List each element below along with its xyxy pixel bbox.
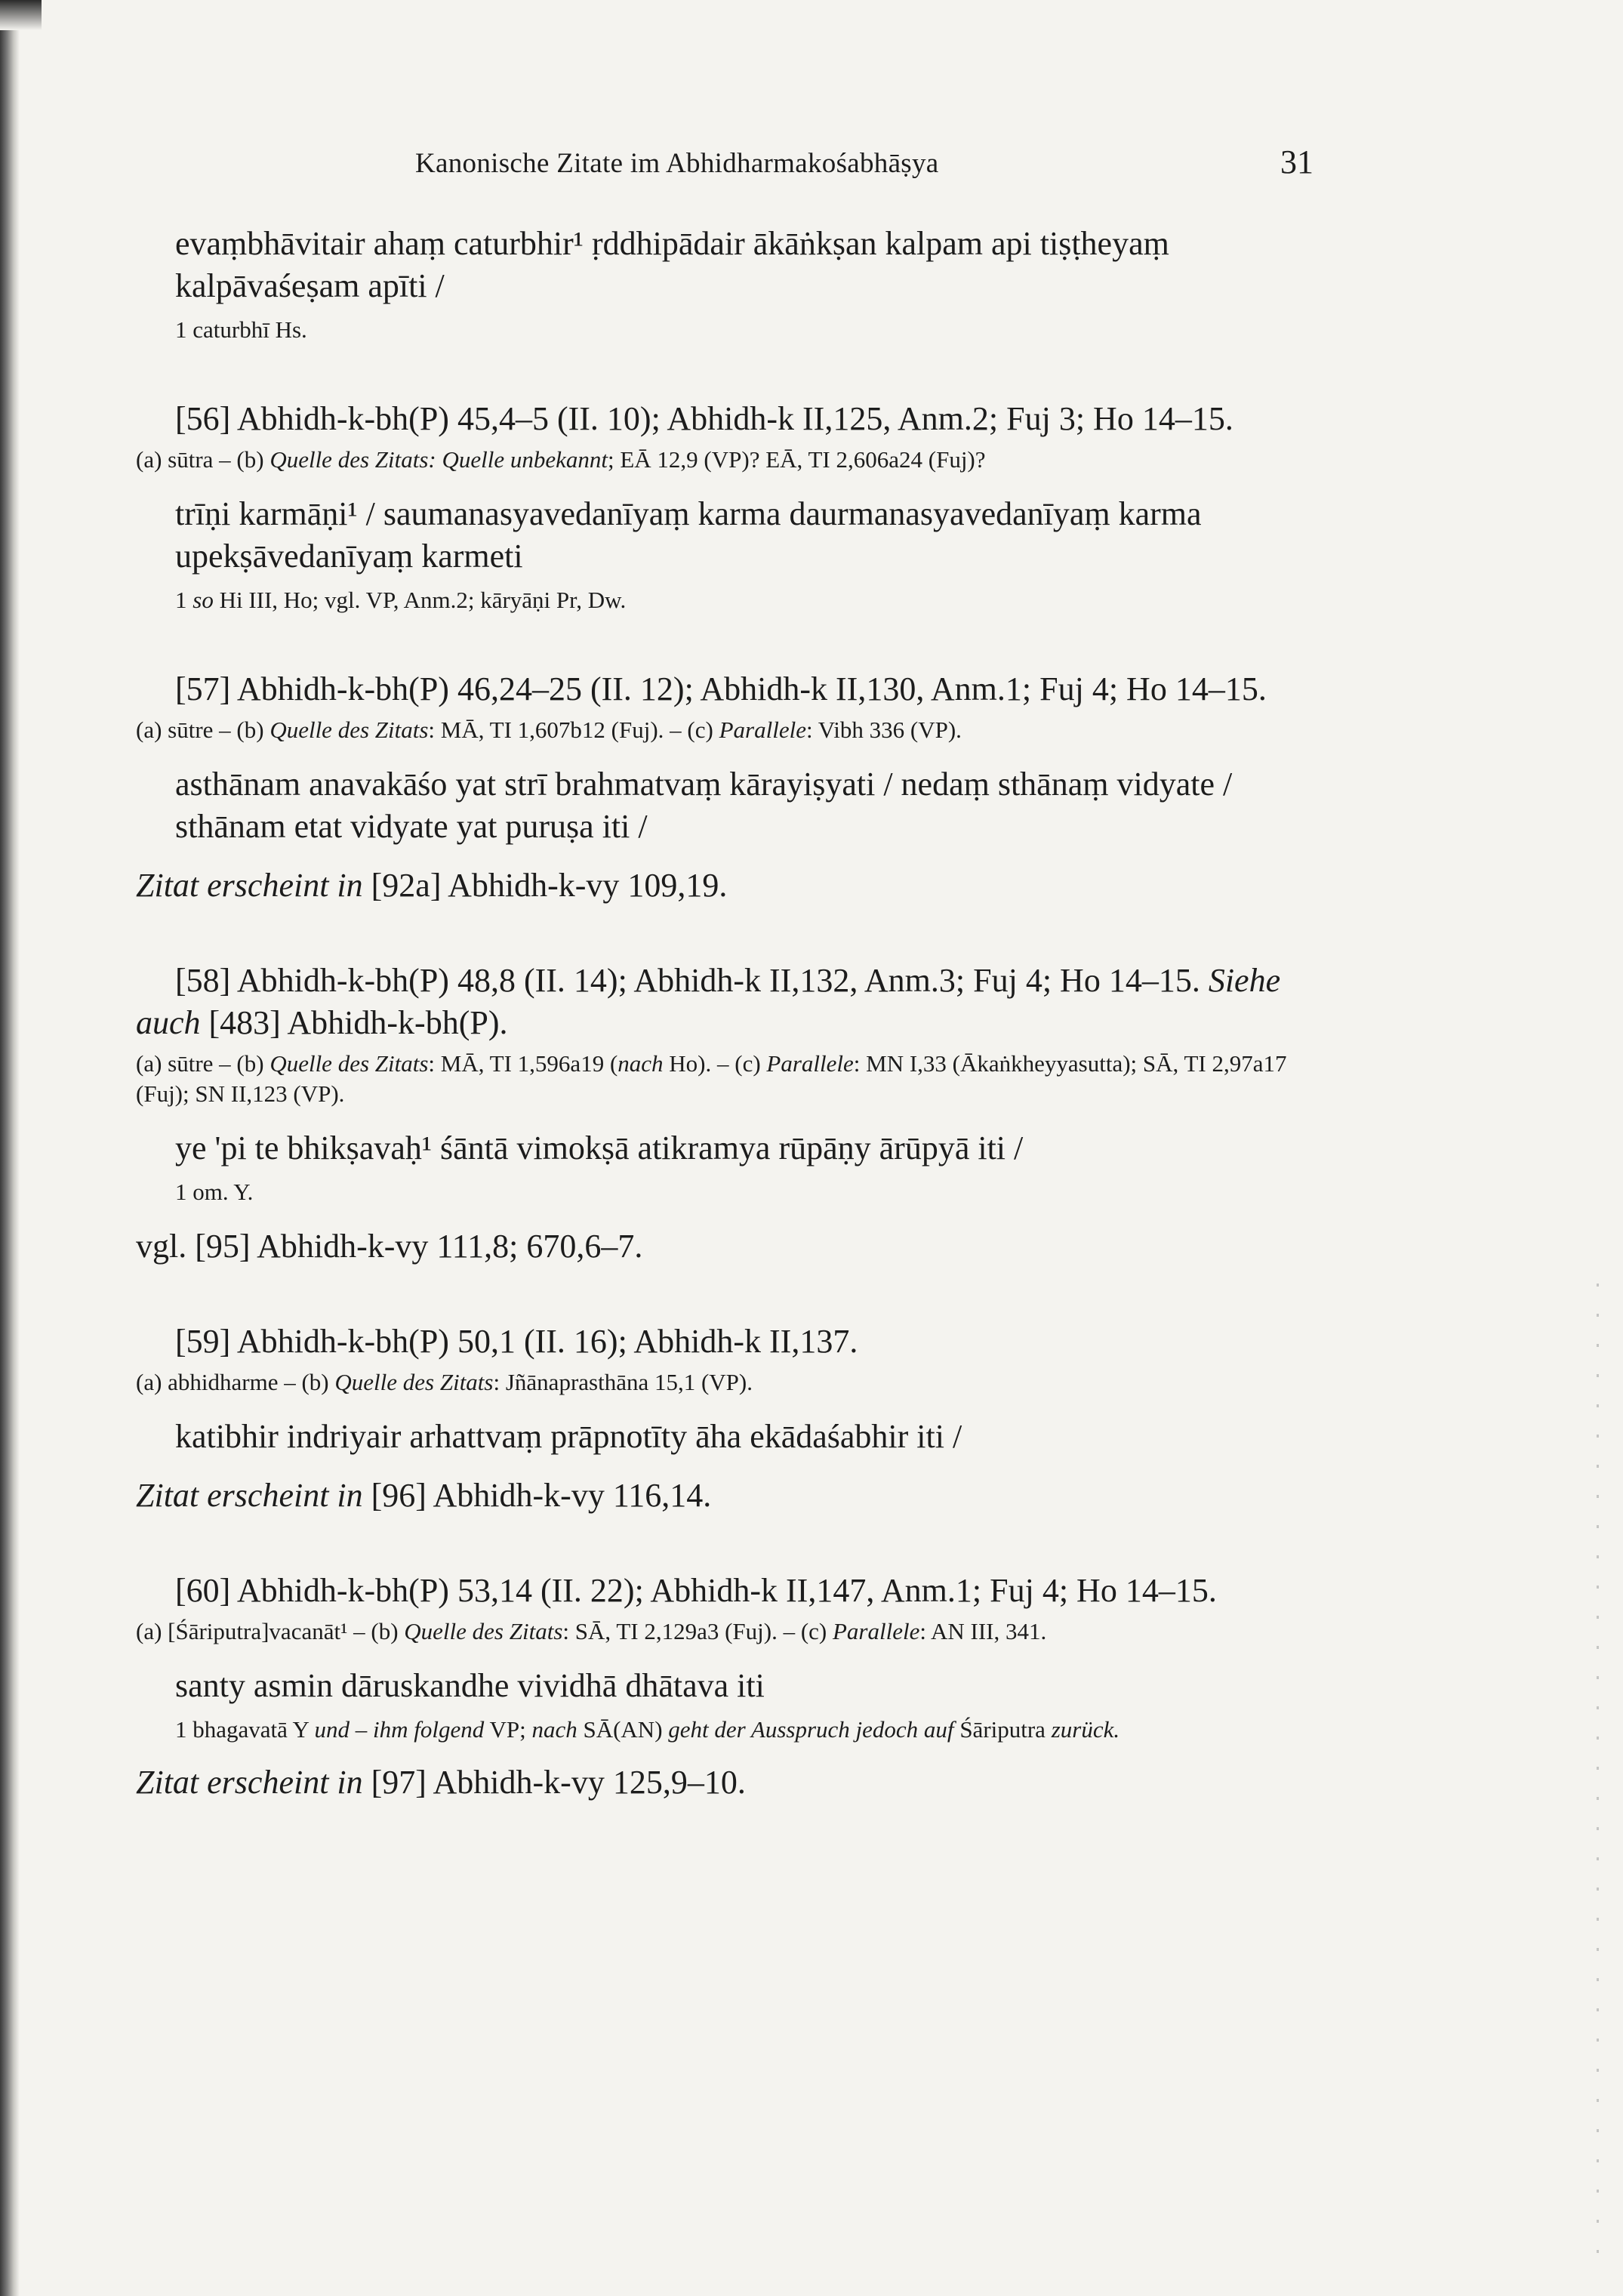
entry-60-meta: (a) [Śāriputra]vacanāt¹ – (b) Quelle des Zitats: SĀ, TI 2,129a3 (Fuj). – (c) Parallele: AN III, 341. [136,1618,1047,1644]
entry-57-meta: (a) sūtre – (b) Quelle des Zitats: MĀ, TI 1,607b12 (Fuj). – (c) Parallele: Vibh 336 (VP). [136,717,962,743]
scan-right-marks [1597,1284,1599,2265]
entry-57-citation: Zitat erscheint in [92a] Abhidh-k-vy 109,19. [136,867,728,904]
entry-59-heading: [59] Abhidh-k-bh(P) 50,1 (II. 16); Abhidh-k II,137. [175,1323,858,1360]
page-number: 31 [1280,143,1313,180]
entry-58-heading: [58] Abhidh-k-bh(P) 48,8 (II. 14); Abhidh-k II,132, Anm.3; Fuj 4; Ho 14–15. Siehe auch [483] Abhidh-k-bh(P). [136,962,1281,1041]
entry-60-heading: [60] Abhidh-k-bh(P) 53,14 (II. 22); Abhidh-k II,147, Anm.1; Fuj 4; Ho 14–15. [175,1572,1217,1609]
entry-56-heading: [56] Abhidh-k-bh(P) 45,4–5 (II. 10); Abhidh-k II,125, Anm.2; Fuj 3; Ho 14–15. [175,400,1233,437]
scan-shadow [0,0,20,2296]
entry-58-quote: ye 'pi te bhikṣavaḥ¹ śāntā vimokṣā atikramya rūpāṇy ārūpyā iti / [175,1130,1024,1166]
entry-56-quote: trīṇi karmāṇi¹ / saumanasyavedanīyaṃ karma daurmanasyavedanīyaṃ karma upekṣāvedanīyaṃ karmeti [175,495,1202,575]
scan-corner [0,0,42,30]
entry-58-footnote: 1 om. Y. [175,1179,254,1205]
page-body [136,143,1313,1804]
entry-57-heading: [57] Abhidh-k-bh(P) 46,24–25 (II. 12); Abhidh-k II,130, Anm.1; Fuj 4; Ho 14–15. [175,670,1267,707]
entry-58-citation: vgl. [95] Abhidh-k-vy 111,8; 670,6–7. [136,1228,643,1265]
running-header [136,143,1313,193]
entry-59-quote: katibhir indriyair arhattvaṃ prāpnotīty āha ekādaśabhir iti / [175,1418,962,1455]
entry-60-quote: santy asmin dāruskandhe vividhā dhātava iti [175,1667,765,1704]
intro-footnote: 1 caturbhī Hs. [175,316,307,343]
running-title: Kanonische Zitate im Abhidharmakośabhāṣya [415,148,939,179]
entry-56-footnote: 1 so Hi III, Ho; vgl. VP, Anm.2; kāryāṇi Pr, Dw. [175,587,627,613]
entry-57-quote: asthānam anavakāśo yat strī brahmatvaṃ kārayiṣyati / nedaṃ sthānaṃ vidyate / sthānam etat vidyate yat puruṣa iti / [175,766,1233,845]
entry-59-meta: (a) abhidharme – (b) Quelle des Zitats: Jñānaprasthāna 15,1 (VP). [136,1369,753,1395]
entry-60-citation: Zitat erscheint in [97] Abhidh-k-vy 125,9–10. [136,1764,746,1801]
entry-58-meta: (a) sūtre – (b) Quelle des Zitats: MĀ, TI 1,596a19 (nach Ho). – (c) Parallele: MN I,33 (Ākaṅkheyyasutta); SĀ, TI 2,97a17 (Fuj); SN II,123 (VP). [136,1050,1287,1107]
entry-60-footnote: 1 bhagavatā Y und – ihm folgend VP; nach SĀ(AN) geht der Ausspruch jedoch auf Śāriputra zurück. [175,1716,1120,1743]
intro-quote: evaṃbhāvitair ahaṃ caturbhir¹ ṛddhipādair ākāṅkṣan kalpam api tiṣṭheyaṃ kalpāvaśeṣam apīti / [175,225,1169,304]
entry-56-meta: (a) sūtra – (b) Quelle des Zitats: Quelle unbekannt; EĀ 12,9 (VP)? EĀ, TI 2,606a24 (Fuj)? [136,446,986,473]
entry-59-citation: Zitat erscheint in [96] Abhidh-k-vy 116,14. [136,1477,712,1514]
